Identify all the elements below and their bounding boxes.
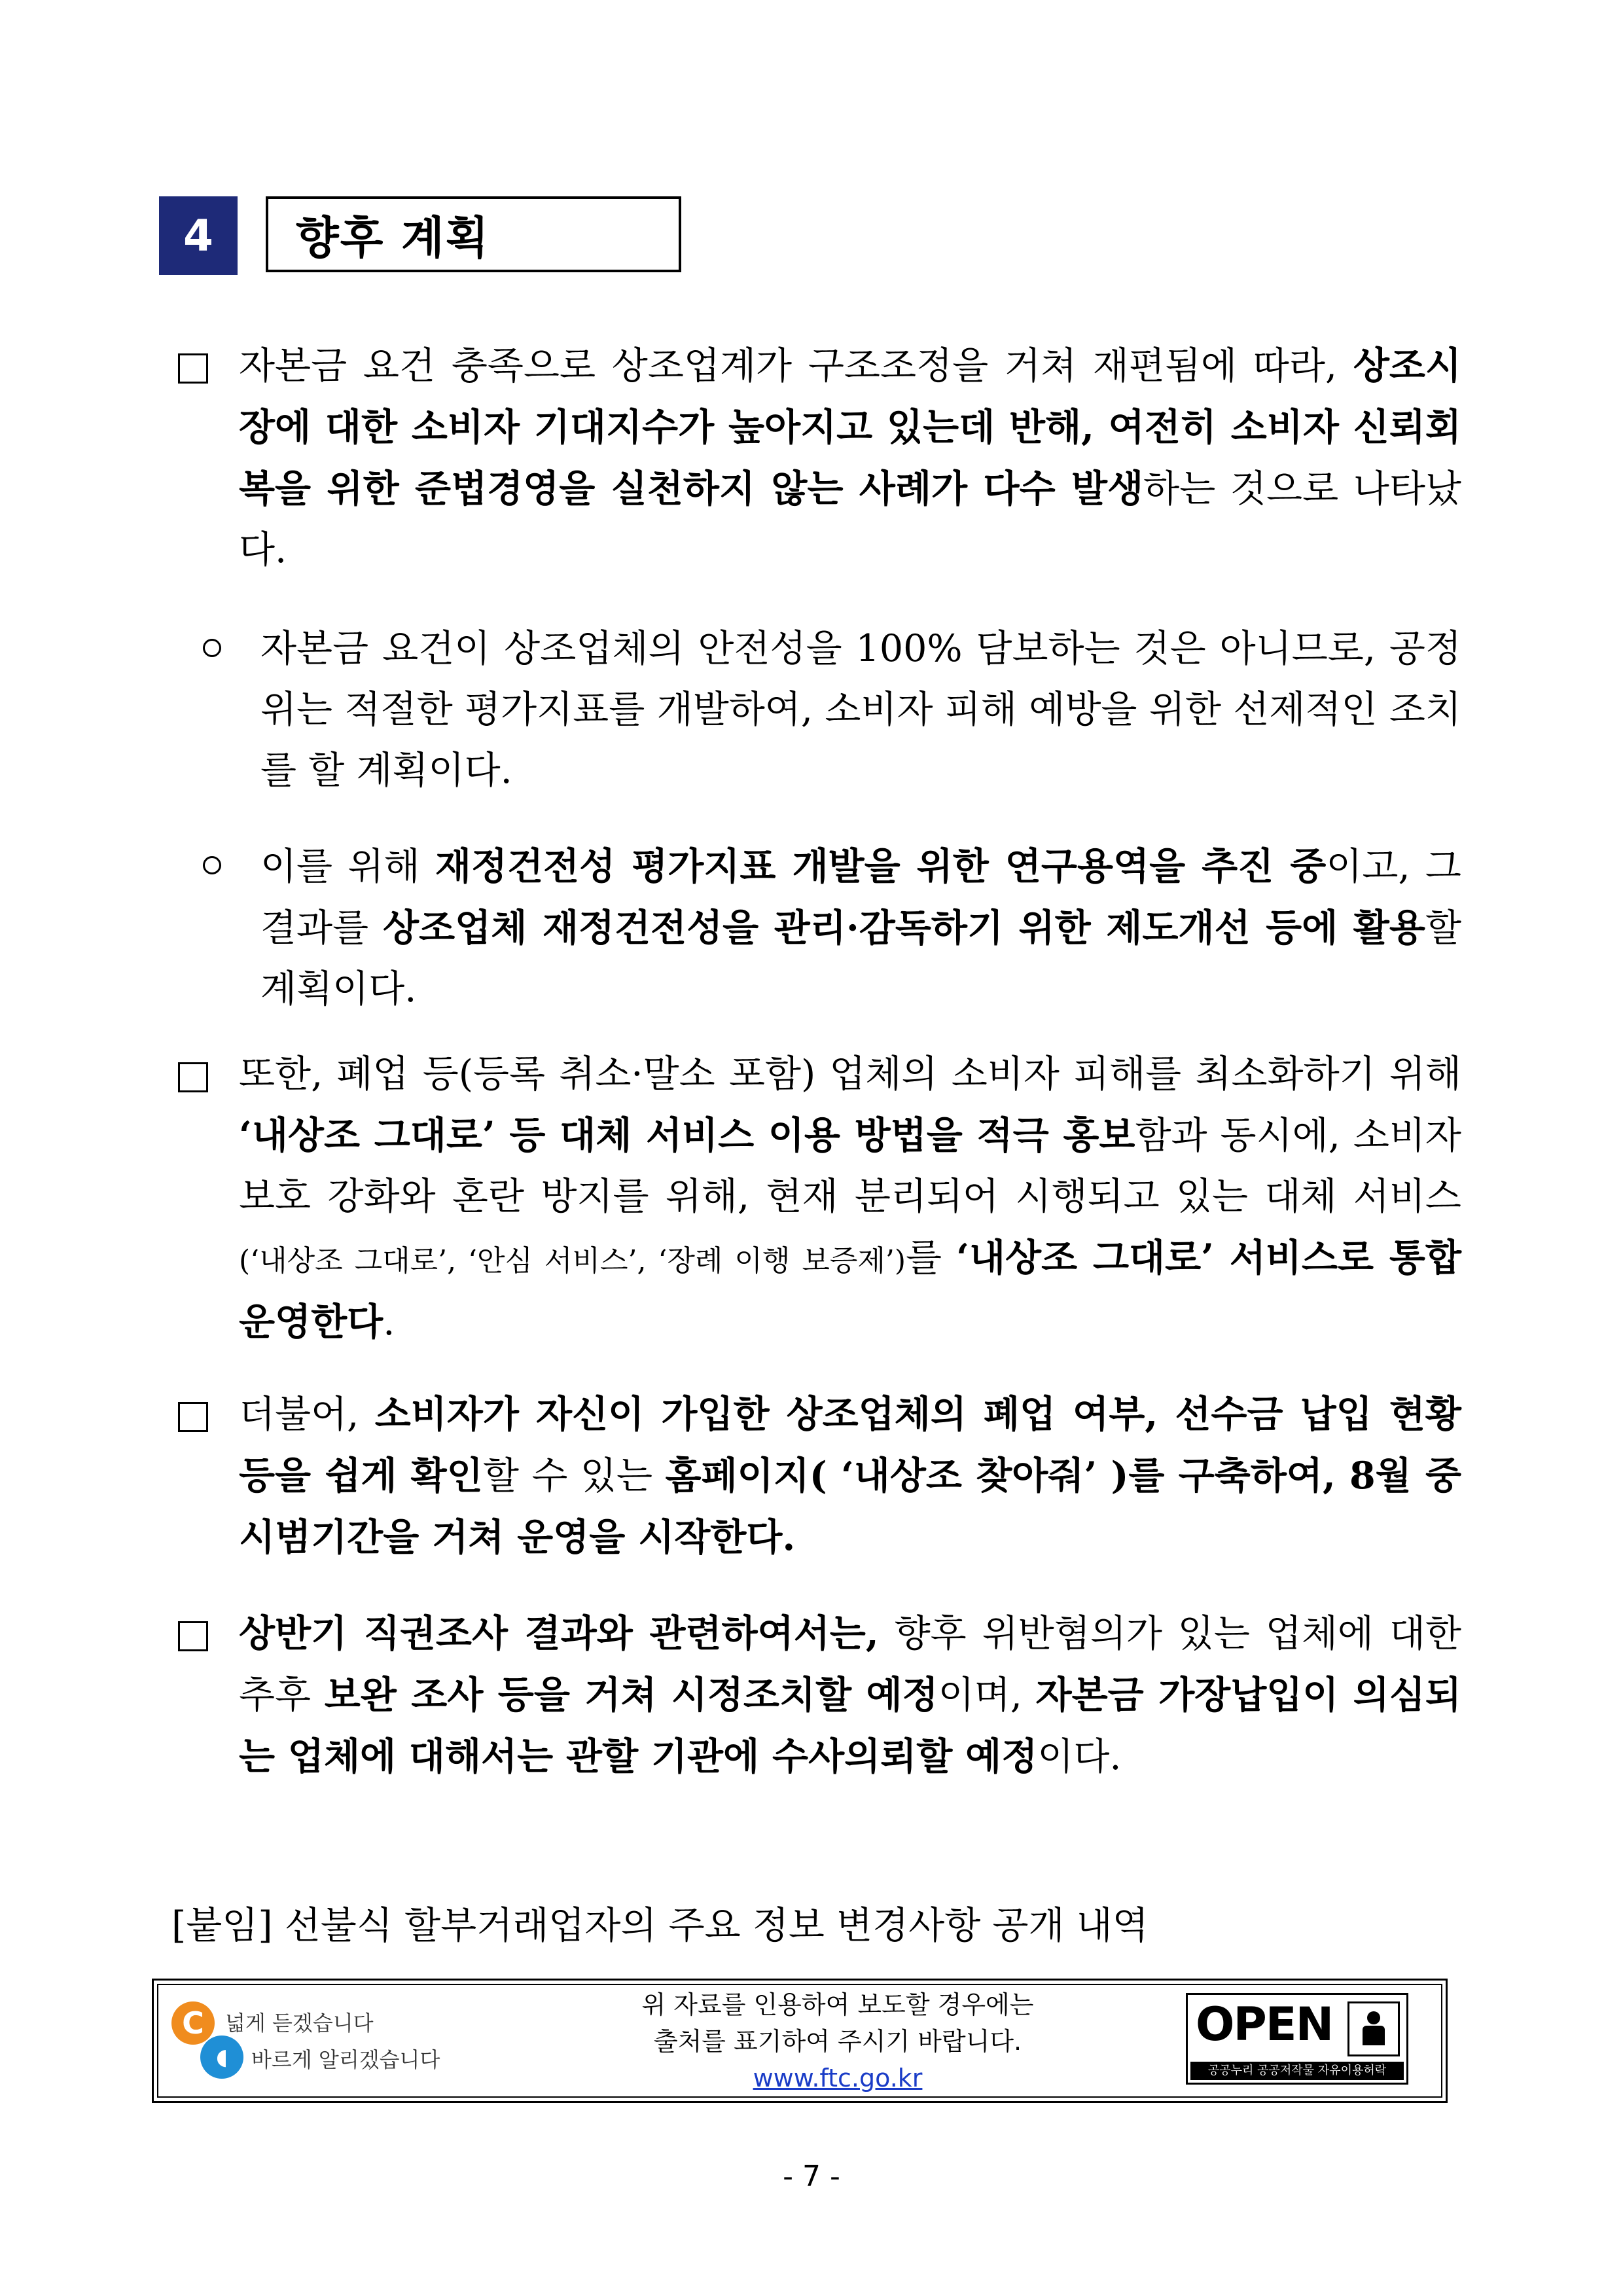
page-number: - 7 - [783, 2160, 840, 2193]
paragraph-1: 자본금 요건 충족으로 상조업계가 구조조정을 거쳐 재편됨에 따라, 상조시장에 대한 소비자 기대지수가 높아지고 있는데 반해, 여전히 소비자 신뢰회복을 위한 준법경영을 실천하지 않는 사례가 다수 발생하는 것으로 나타났다. [239, 344, 1461, 571]
checkbox-square-icon [178, 353, 208, 384]
person-icon [1347, 2001, 1400, 2056]
section-number: 4 [159, 196, 238, 275]
c-logo-icon: C [171, 2001, 215, 2045]
paragraph-1a: 자본금 요건이 상조업체의 안전성을 100% 담보하는 것은 아니므로, 공정위는 적절한 평가지표를 개발하여, 소비자 피해 예방을 위한 선제적인 조치를 할 계획이다. [260, 627, 1461, 792]
bullet-circle-icon [203, 856, 221, 874]
ftc-website-link[interactable]: www.ftc.go.kr [753, 2064, 923, 2092]
checkbox-square-icon [178, 1621, 208, 1651]
open-license-caption: 공공누리 공공저작물 자유이용허락 [1190, 2062, 1404, 2080]
bullet-circle-icon [203, 639, 221, 657]
paragraph-1b: 이를 위해 재정건전성 평가지표 개발을 위한 연구용역을 추진 중이고, 그 결과를 상조업체 재정건전성을 관리·감독하기 위한 제도개선 등에 활용할 계획이다. [260, 844, 1461, 1011]
checkbox-square-icon [178, 1062, 208, 1092]
logo-slogan-1: 넓게 듣겠습니다 [225, 2011, 374, 2036]
section-title: 향후 계획 [296, 212, 490, 264]
paragraph-3: 더불어, 소비자가 자신이 가입한 상조업체의 폐업 여부, 선수금 납입 현황 등을 쉽게 확인할 수 있는 홈페이지( ‘내상조 찾아줘’ )를 구축하여, 8월 중 시범기간을 거쳐 운영을 시작한다. [239, 1392, 1462, 1559]
sound-icon: ◖ [200, 2036, 243, 2079]
checkbox-square-icon [178, 1402, 208, 1432]
footer-line-1: 위 자료를 인용하여 보도할 경우에는 [641, 1990, 1034, 2019]
open-word: OPEN [1196, 1998, 1333, 2051]
footer-line-2: 출처를 표기하여 주시기 바랍니다. [653, 2027, 1022, 2056]
section-title-box [266, 196, 681, 272]
footer-notice [510, 1986, 1165, 2096]
logo-slogan-2: 바르게 알리겠습니다 [251, 2047, 440, 2072]
paragraph-4: 상반기 직권조사 결과와 관련하여서는, 향후 위반혐의가 있는 업체에 대한 추후 보완 조사 등을 거쳐 시정조치할 예정이며, 자본금 가장납입이 의심되는 업체에 대해서는 관할 기관에 수사의뢰할 예정이다. [239, 1611, 1461, 1778]
paragraph-2: 또한, 폐업 등(등록 취소·말소 포함) 업체의 소비자 피해를 최소화하기 위해 ‘내상조 그대로’ 등 대체 서비스 이용 방법을 적극 홍보함과 동시에, 소비자 보호 강화와 혼란 방지를 위해, 현재 분리되어 시행되고 있는 대체 서비스(‘내상조 그대로’, ‘안심 서비스’, ‘장례 이행 보증제’)를 ‘내상조 그대로’ 서비스로 통합 운영한다. [239, 1052, 1462, 1344]
attachment-note: [붙임] 선불식 할부거래업자의 주요 정보 변경사항 공개 내역 [171, 1904, 1149, 1947]
ftc-slogan-logo [171, 1996, 446, 2081]
open-license-badge [1186, 1993, 1408, 2085]
